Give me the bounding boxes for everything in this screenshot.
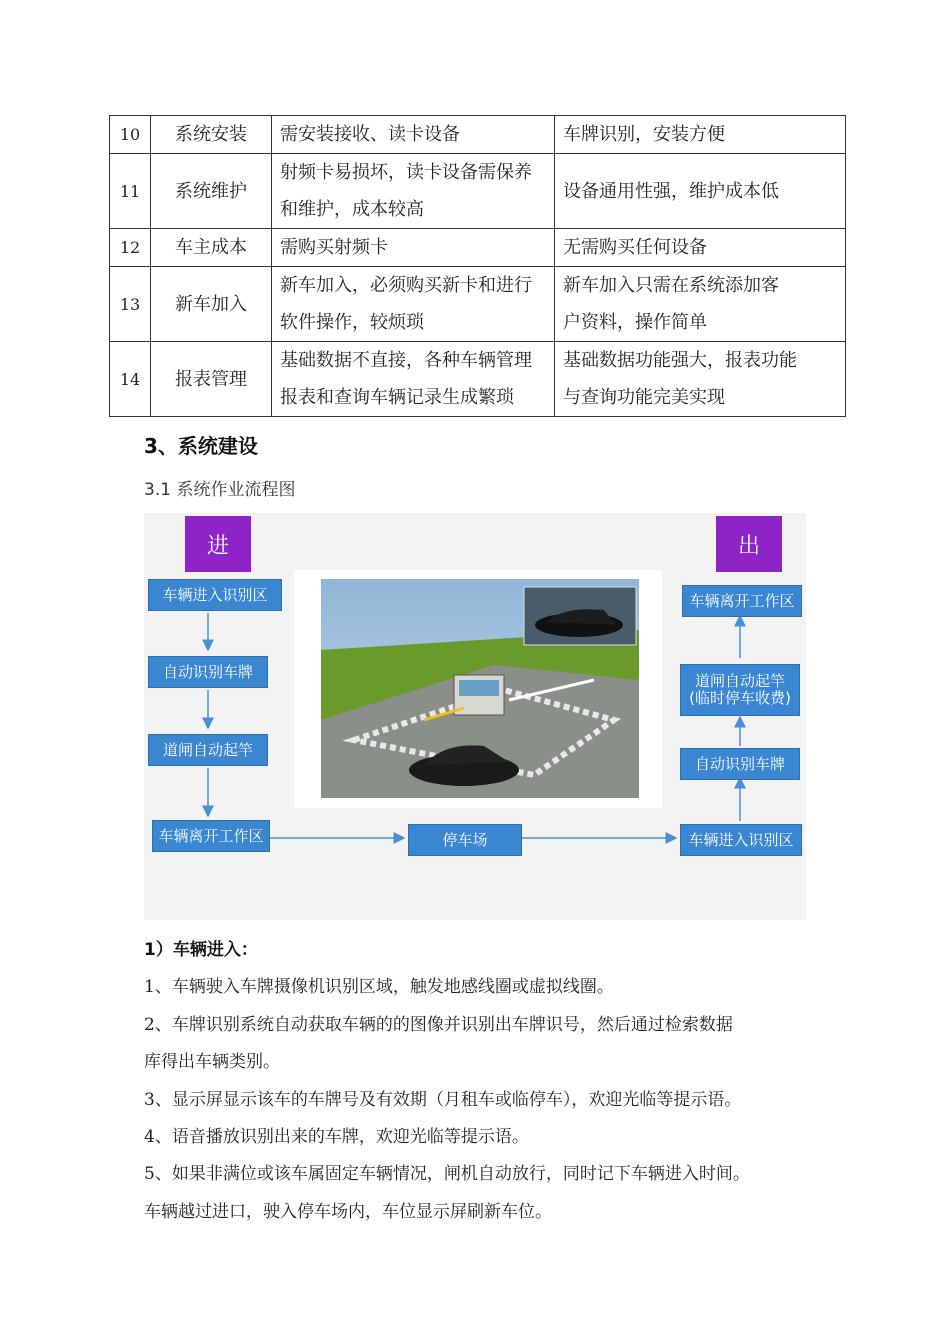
cell-line: 和维护，成本较高: [280, 199, 424, 220]
table-row: [110, 267, 846, 342]
entry-badge: 进: [185, 516, 251, 572]
rfid-cell: 需安装接收、读卡设备: [272, 116, 555, 154]
row-item: 车主成本: [151, 229, 272, 267]
paragraph: 5、如果非满位或该车属固定车辆情况，闸机自动放行，同时记下车辆进入时间。: [144, 1164, 750, 1184]
cell-line: 户资料，操作简单: [563, 312, 707, 333]
flow-step-enter-zone: 车辆进入识别区: [148, 579, 282, 611]
gate-label: 道闸自动起竿: [694, 672, 785, 690]
cell-line: 报表和查询车辆记录生成繁琐: [280, 387, 514, 408]
cell-line: 软件操作，较烦琐: [280, 312, 424, 333]
workflow-figure: [144, 513, 806, 920]
lpr-cell: 车牌识别，安装方便: [555, 116, 846, 154]
section-title: 3、系统建设: [144, 434, 258, 458]
lpr-cell: [555, 342, 846, 417]
row-number: 13: [110, 267, 151, 342]
flow-step-exit-enter-zone: 车辆进入识别区: [680, 824, 802, 856]
comparison-table: [109, 115, 846, 417]
table-row: [110, 229, 846, 267]
cell-line: 基础数据不直接，各种车辆管理: [280, 350, 532, 371]
cell-line: 新车加入只需在系统添加客: [563, 275, 779, 296]
lpr-cell: [555, 267, 846, 342]
lpr-cell: 无需购买任何设备: [555, 229, 846, 267]
flow-step-exit-leave: 车辆离开工作区: [682, 585, 802, 617]
paragraph: 4、语音播放识别出来的车牌，欢迎光临等提示语。: [144, 1127, 529, 1147]
paragraph: 库得出车辆类别。: [144, 1052, 280, 1072]
rfid-cell: [272, 154, 555, 229]
flow-step-exit-recognize: 自动识别车牌: [680, 748, 800, 780]
flow-step-gate-open: 道闸自动起竿: [148, 734, 268, 766]
exit-badge: 出: [716, 516, 782, 572]
paragraph: 车辆越过进口，驶入停车场内，车位显示屏刷新车位。: [144, 1202, 552, 1222]
flow-step-exit-gate: [680, 664, 800, 716]
cell-line: 射频卡易损坏，读卡设备需保养: [280, 162, 532, 183]
rfid-cell: [272, 342, 555, 417]
row-item: 系统安装: [151, 116, 272, 154]
paragraph: 2、车牌识别系统自动获取车辆的的图像并识别出车牌识号，然后通过检索数据: [144, 1015, 733, 1035]
table-row: [110, 342, 846, 417]
row-item: 系统维护: [151, 154, 272, 229]
paragraph: 1、车辆驶入车牌摄像机识别区域，触发地感线圈或虚拟线圈。: [144, 977, 614, 997]
flow-step-leave-zone: 车辆离开工作区: [152, 820, 270, 852]
row-item: 新车加入: [151, 267, 272, 342]
row-number: 10: [110, 116, 151, 154]
table-row: [110, 116, 846, 154]
cell-line: 与查询功能完美实现: [563, 387, 725, 408]
cell-line: 基础数据功能强大，报表功能: [563, 350, 797, 371]
parking-gate-illustration: [294, 570, 662, 808]
paragraph: 3、显示屏显示该车的车牌号及有效期（月租车或临停车），欢迎光临等提示语。: [144, 1090, 742, 1110]
table-row: [110, 154, 846, 229]
flow-step-recognize-plate: 自动识别车牌: [148, 656, 268, 688]
flow-step-parking-lot: 停车场: [408, 824, 522, 856]
cell-line: 新车加入，必须购买新卡和进行: [280, 275, 532, 296]
entry-heading: 1）车辆进入：: [144, 940, 258, 960]
row-number: 11: [110, 154, 151, 229]
parking-scene-image: [294, 570, 662, 808]
rfid-cell: 需购买射频卡: [272, 229, 555, 267]
row-number: 12: [110, 229, 151, 267]
row-number: 14: [110, 342, 151, 417]
lpr-cell: 设备通用性强，维护成本低: [555, 154, 846, 229]
fee-label: (临时停车收费): [689, 689, 791, 707]
figure-title: 3.1 系统作业流程图: [144, 480, 296, 500]
row-item: 报表管理: [151, 342, 272, 417]
rfid-cell: [272, 267, 555, 342]
